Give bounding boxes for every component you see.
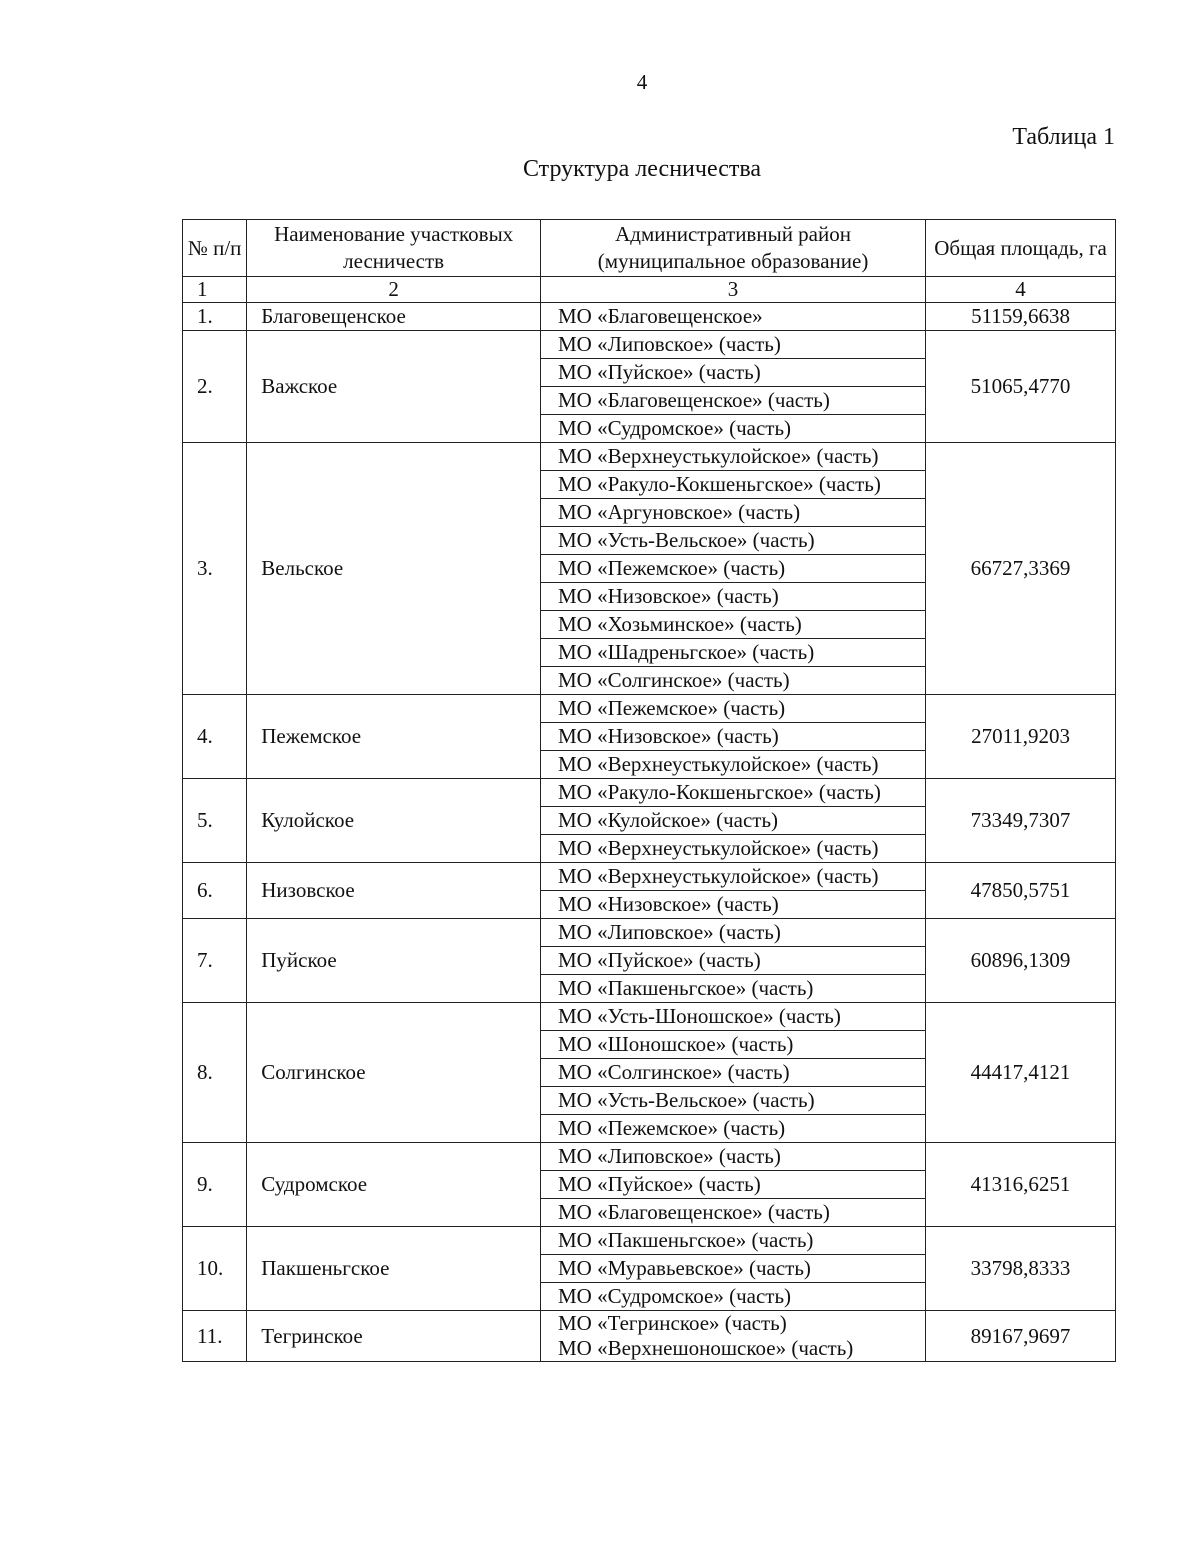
table-row [183, 919, 1116, 947]
district-name: МО «Липовское» (часть) [541, 1143, 926, 1171]
header-district: Административный район (муниципальное образование) [541, 220, 926, 277]
total-area: 51065,4770 [926, 331, 1116, 443]
row-number: 8. [183, 1003, 247, 1143]
district-name: МО «Хозьминское» (часть) [541, 611, 926, 639]
table-row [183, 303, 1116, 331]
total-area: 66727,3369 [926, 443, 1116, 695]
district-name: МО «Пакшеньгское» (часть) [541, 1227, 926, 1255]
total-area: 89167,9697 [926, 1311, 1116, 1362]
district-name: МО «Пежемское» (часть) [541, 555, 926, 583]
total-area: 60896,1309 [926, 919, 1116, 1003]
district-name: МО «Низовское» (часть) [541, 891, 926, 919]
table-row [183, 1227, 1116, 1255]
total-area: 51159,6638 [926, 303, 1116, 331]
district-name: МО «Благовещенское» (часть) [541, 387, 926, 415]
row-number: 10. [183, 1227, 247, 1311]
forestry-name: Благовещенское [247, 303, 541, 331]
table-row [183, 695, 1116, 723]
district-name: МО «Низовское» (часть) [541, 723, 926, 751]
column-number: 1 [183, 277, 247, 303]
table-row [183, 779, 1116, 807]
district-name: МО «Пакшеньгское» (часть) [541, 975, 926, 1003]
row-number: 7. [183, 919, 247, 1003]
column-number: 3 [541, 277, 926, 303]
forestry-name: Важское [247, 331, 541, 443]
forestry-name: Низовское [247, 863, 541, 919]
row-number: 2. [183, 331, 247, 443]
district-name: МО «Усть-Вельское» (часть) [541, 527, 926, 555]
row-number: 3. [183, 443, 247, 695]
forestry-name: Судромское [247, 1143, 541, 1227]
total-area: 41316,6251 [926, 1143, 1116, 1227]
district-name: МО «Ракуло-Кокшеньгское» (часть) [541, 779, 926, 807]
table-row [183, 1143, 1116, 1171]
district-name: МО «Муравьевское» (часть) [541, 1255, 926, 1283]
column-number: 2 [247, 277, 541, 303]
row-number: 11. [183, 1311, 247, 1362]
table-row [183, 443, 1116, 471]
row-number: 1. [183, 303, 247, 331]
district-name: МО «Верхнеустькулойское» (часть) [541, 863, 926, 891]
district-name: МО «Ракуло-Кокшеньгское» (часть) [541, 471, 926, 499]
row-number: 5. [183, 779, 247, 863]
table-label: Таблица 1 [1012, 124, 1115, 150]
total-area: 33798,8333 [926, 1227, 1116, 1311]
district-name: МО «Солгинское» (часть) [541, 667, 926, 695]
column-number: 4 [926, 277, 1116, 303]
row-number: 4. [183, 695, 247, 779]
table-row [183, 1311, 1116, 1362]
page-number: 4 [636, 70, 648, 94]
table-row [183, 331, 1116, 359]
district-name: МО «Шоношское» (часть) [541, 1031, 926, 1059]
district-name: МО «Усть-Шоношское» (часть) [541, 1003, 926, 1031]
header-area: Общая площадь, га [926, 220, 1116, 277]
forestry-name: Вельское [247, 443, 541, 695]
district-name: МО «Благовещенское» [541, 303, 926, 331]
district-name: МО «Судромское» (часть) [541, 1283, 926, 1311]
total-area: 27011,9203 [926, 695, 1116, 779]
table-title: Структура лесничества [522, 156, 762, 182]
district-name: МО «Пежемское» (часть) [541, 1115, 926, 1143]
row-number: 6. [183, 863, 247, 919]
district-name: МО «Кулойское» (часть) [541, 807, 926, 835]
table-row [183, 1003, 1116, 1031]
total-area: 47850,5751 [926, 863, 1116, 919]
district-cell [541, 1311, 926, 1362]
forestry-name: Тегринское [247, 1311, 541, 1362]
district-name: МО «Судромское» (часть) [541, 415, 926, 443]
district-name: МО «Верхнеустькулойское» (часть) [541, 835, 926, 863]
forestry-name: Пакшеньгское [247, 1227, 541, 1311]
total-area: 44417,4121 [926, 1003, 1116, 1143]
district-name: МО «Аргуновское» (часть) [541, 499, 926, 527]
district-name: МО «Пуйское» (часть) [541, 947, 926, 975]
forestry-name: Пуйское [247, 919, 541, 1003]
district-name: МО «Верхнеустькулойское» (часть) [541, 443, 926, 471]
forestry-name: Солгинское [247, 1003, 541, 1143]
district-name: МО «Липовское» (часть) [541, 919, 926, 947]
district-name: МО «Тегринское» (часть) [558, 1311, 787, 1335]
header-forestry-name: Наименование участковых лесничеств [247, 220, 541, 277]
row-number: 9. [183, 1143, 247, 1227]
district-name: МО «Благовещенское» (часть) [541, 1199, 926, 1227]
district-name: МО «Пежемское» (часть) [541, 695, 926, 723]
district-name: МО «Солгинское» (часть) [541, 1059, 926, 1087]
district-name: МО «Шадреньгское» (часть) [541, 639, 926, 667]
district-name: МО «Верхнешоношское» (часть) [558, 1336, 854, 1360]
table-header-row [183, 220, 1116, 277]
district-name: МО «Пуйское» (часть) [541, 359, 926, 387]
district-name: МО «Усть-Вельское» (часть) [541, 1087, 926, 1115]
forestry-name: Пежемское [247, 695, 541, 779]
forestry-name: Кулойское [247, 779, 541, 863]
total-area: 73349,7307 [926, 779, 1116, 863]
header-number: № п/п [183, 220, 247, 277]
district-name: МО «Верхнеустькулойское» (часть) [541, 751, 926, 779]
column-number-row [183, 277, 1116, 303]
district-name: МО «Пуйское» (часть) [541, 1171, 926, 1199]
table-row [183, 863, 1116, 891]
district-name: МО «Низовское» (часть) [541, 583, 926, 611]
district-name: МО «Липовское» (часть) [541, 331, 926, 359]
forestry-structure-table [182, 219, 1116, 1362]
